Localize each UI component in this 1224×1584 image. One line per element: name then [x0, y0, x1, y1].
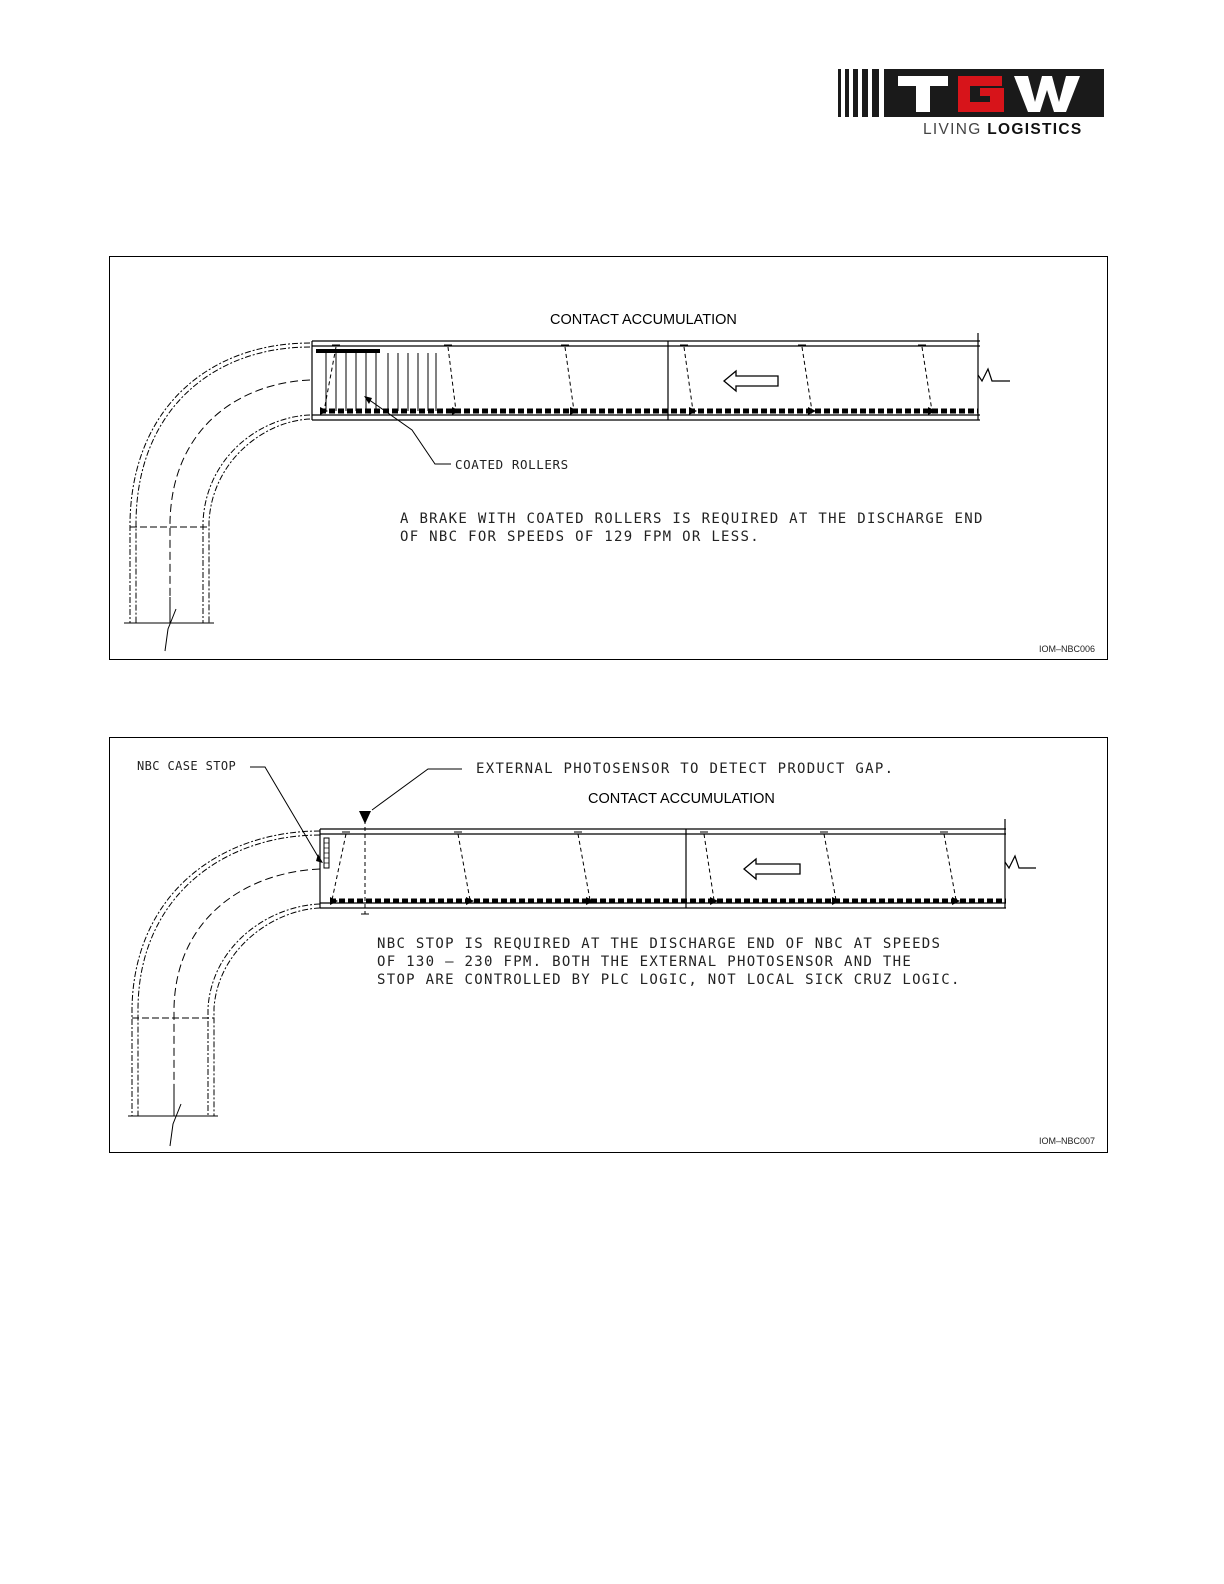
- drawing-id: IOM–NBC006: [1039, 644, 1096, 654]
- figure-brake-coated-rollers: [109, 256, 1108, 660]
- drawing-id: IOM–NBC007: [1039, 1136, 1096, 1146]
- company-logo: [836, 66, 1108, 142]
- note-line-1: NBC STOP IS REQUIRED AT THE DISCHARGE END OF NBC AT SPEEDS: [377, 936, 942, 952]
- tgw-logo-mark: [836, 66, 1108, 122]
- note-line-1: A BRAKE WITH COATED ROLLERS IS REQUIRED AT THE DISCHARGE END: [400, 511, 984, 527]
- logo-tagline: LIVING LOGISTICS: [923, 121, 1083, 138]
- callout-external-photosensor: EXTERNAL PHOTOSENSOR TO DETECT PRODUCT GAP.: [476, 761, 895, 777]
- figure-nbc-case-stop: [109, 737, 1108, 1153]
- figure-title: CONTACT ACCUMULATION: [588, 791, 775, 807]
- note-line-2: OF 130 – 230 FPM. BOTH THE EXTERNAL PHOTOSENSOR AND THE: [377, 954, 913, 970]
- figure-title: CONTACT ACCUMULATION: [550, 312, 737, 328]
- callout-coated-rollers: COATED ROLLERS: [455, 457, 569, 472]
- callout-nbc-case-stop: NBC CASE STOP: [137, 759, 237, 773]
- note-line-2: OF NBC FOR SPEEDS OF 129 FPM OR LESS.: [400, 529, 760, 545]
- note-line-3: STOP ARE CONTROLLED BY PLC LOGIC, NOT LOCAL SICK CRUZ LOGIC.: [377, 972, 961, 988]
